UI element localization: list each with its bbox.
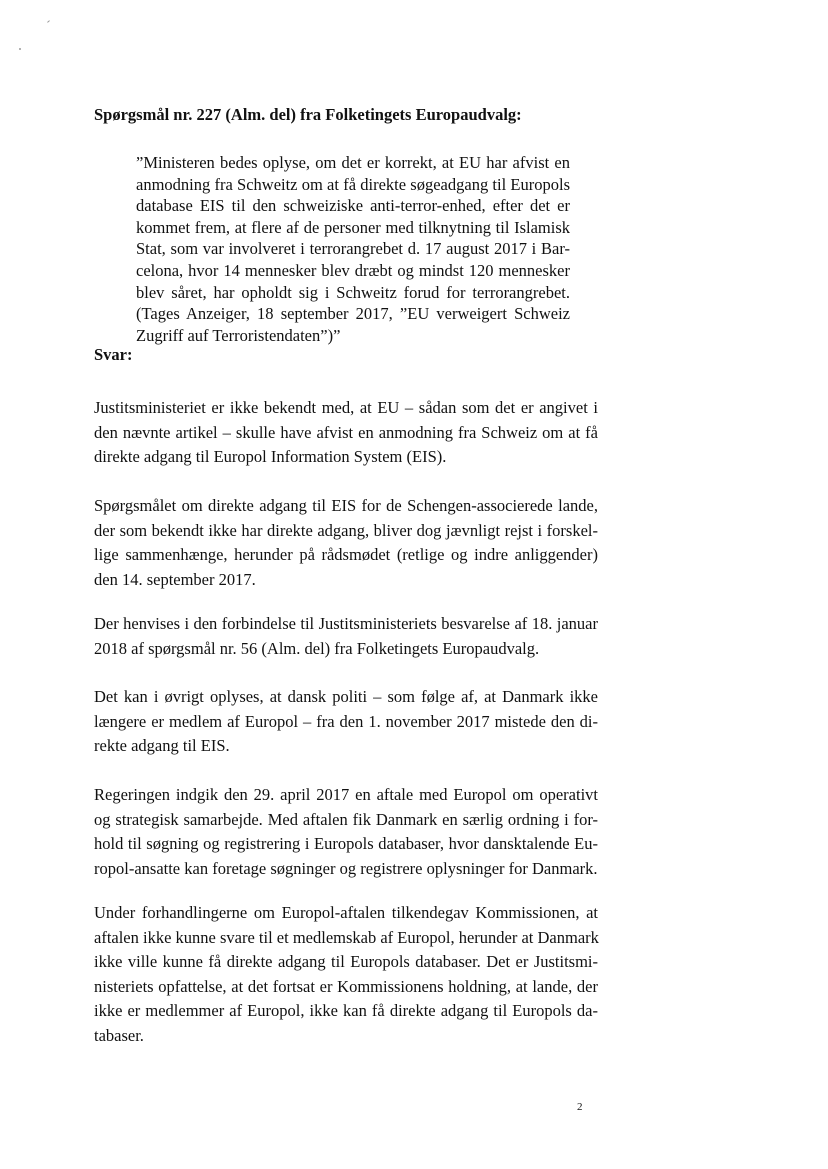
quote-line: celona, hvor 14 mennesker blev dræbt og mindst 120 mennesker (136, 260, 570, 280)
answer-paragraph (94, 494, 598, 592)
answer-paragraph (94, 685, 598, 759)
paragraph-line: der som bekendt ikke har direkte adgang, bliver dog jævnligt rejst i forskel- (94, 520, 598, 540)
quote-line: Stat, som var involveret i terrorangrebet d. 17 august 2017 i Bar- (136, 239, 570, 259)
paragraph-line: Der henvises i den forbindelse til Justitsministeriets besvarelse af 18. januar (94, 614, 598, 633)
paragraph-line: 2018 af spørgsmål nr. 56 (Alm. del) fra Folketingets Europaudvalg. (94, 638, 540, 658)
quote-line: ”Ministeren bedes oplyse, om det er korrekt, at EU har afvist en (136, 153, 570, 172)
paragraph-line: ropol-ansatte kan foretage søgninger og registrere oplysninger for Danmark. (94, 858, 598, 878)
paragraph-line: længere er medlem af Europol – fra den 1. november 2017 mistede den di- (94, 711, 598, 731)
question-quote (136, 152, 570, 346)
page-number: 2 (577, 1101, 583, 1113)
quote-line: blev såret, har opholdt sig i Schweitz forud for terrorangrebet. (136, 282, 570, 302)
paragraph-line: den nævnte artikel – skulle have afvist en anmodning fra Schweiz om at få (94, 422, 598, 442)
paragraph-line: Regeringen indgik den 29. april 2017 en aftale med Europol om operativt (94, 785, 598, 804)
answer-paragraph (94, 783, 598, 881)
scan-speck (47, 20, 50, 23)
paragraph-line: den 14. september 2017. (94, 569, 256, 589)
paragraph-line: Under forhandlingerne om Europol-aftalen tilkendegav Kommissionen, at (94, 903, 598, 922)
answer-heading: Svar: (94, 345, 133, 364)
answer-paragraph (94, 612, 598, 661)
paragraph-line: nisteriets opfattelse, at det fortsat er Kommissionens holdning, at lande, der (94, 976, 598, 996)
paragraph-line: Justitsministeriet er ikke bekendt med, at EU – sådan som det er angivet i (94, 398, 598, 417)
paragraph-line: ikke ville kunne få direkte adgang til Europols databaser. Det er Justitsmi- (94, 952, 598, 972)
quote-line: anmodning fra Schweitz om at få direkte søgeadgang til Europols (136, 174, 570, 194)
quote-line: kommet frem, at flere af de personer med tilknytning til Islamisk (136, 217, 570, 237)
quote-line: (Tages Anzeiger, 18 september 2017, ”EU verweigert Schweiz (136, 304, 570, 324)
quote-line: database EIS til den schweiziske anti-terror-enhed, efter det er (136, 196, 570, 216)
paragraph-line: ikke er medlemmer af Europol, ikke kan få direkte adgang til Europols da- (94, 1001, 598, 1021)
paragraph-line: tabaser. (94, 1025, 144, 1045)
scan-speck (19, 48, 21, 50)
paragraph-line: hold til søgning og registrering i Europols databaser, hvor dansktalende Eu- (94, 834, 598, 854)
paragraph-line: rekte adgang til EIS. (94, 736, 230, 756)
quote-line: Zugriff auf Terroristendaten”)” (136, 325, 341, 345)
paragraph-line: og strategisk samarbejde. Med aftalen fik Danmark en særlig ordning i for- (94, 809, 598, 829)
answer-paragraph (94, 901, 598, 1049)
paragraph-line: Spørgsmålet om direkte adgang til EIS for de Schengen-associerede lande, (94, 496, 598, 515)
question-heading: Spørgsmål nr. 227 (Alm. del) fra Folketingets Europaudvalg: (94, 105, 522, 124)
paragraph-line: Det kan i øvrigt oplyses, at dansk politi – som følge af, at Danmark ikke (94, 687, 598, 706)
paragraph-line: aftalen ikke kunne svare til et medlemskab af Europol, herunder at Danmark (94, 927, 599, 947)
paragraph-line: lige sammenhænge, herunder på rådsmødet (retlige og indre anliggender) (94, 545, 598, 565)
answer-paragraph (94, 396, 598, 470)
paragraph-line: direkte adgang til Europol Information System (EIS). (94, 447, 447, 467)
